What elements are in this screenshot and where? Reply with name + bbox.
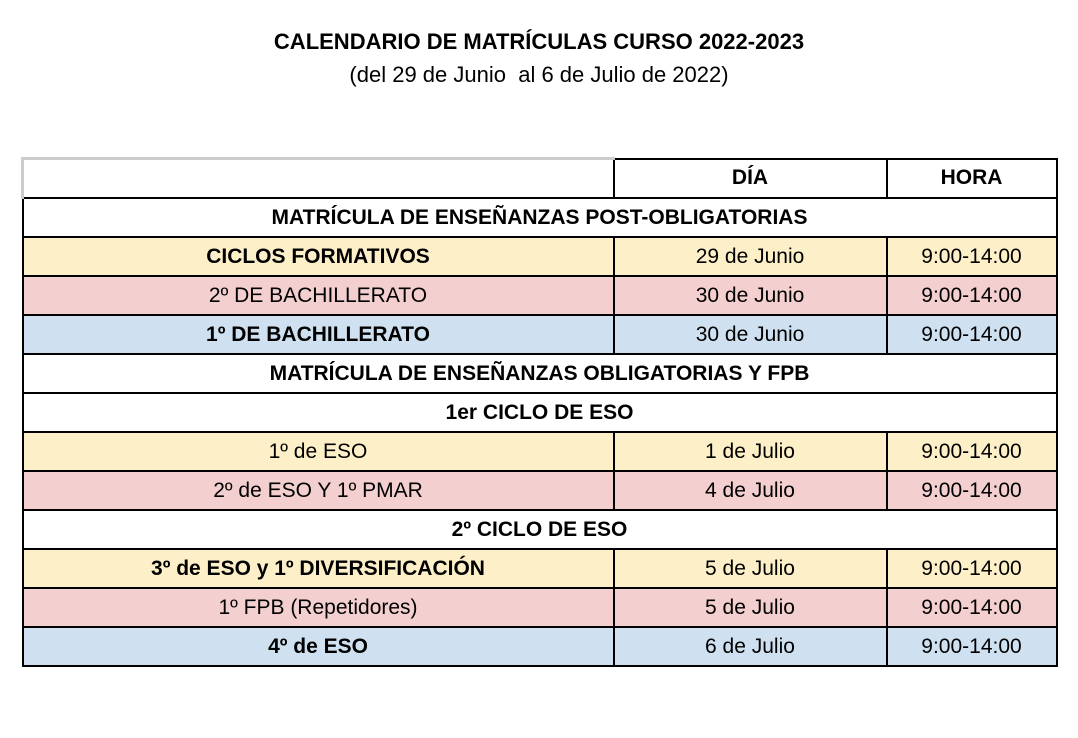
row-hora: 9:00-14:00 (887, 276, 1057, 315)
row-dia: 4 de Julio (614, 471, 887, 510)
header-hora: HORA (887, 159, 1057, 199)
header-dia: DÍA (614, 159, 887, 199)
table-row (23, 627, 1057, 666)
table-row (23, 588, 1057, 627)
section-segundo-ciclo: 2º CICLO DE ESO (23, 510, 1057, 549)
table-row (23, 432, 1057, 471)
row-dia: 30 de Junio (614, 276, 887, 315)
header-blank-cell (23, 159, 614, 199)
row-hora: 9:00-14:00 (887, 549, 1057, 588)
document-subtitle: (del 29 de Junio al 6 de Julio de 2022) (349, 62, 729, 87)
section-obligatorias: MATRÍCULA DE ENSEÑANZAS OBLIGATORIAS Y FPB (23, 354, 1057, 393)
row-curso: 1º DE BACHILLERATO (23, 315, 614, 354)
row-dia: 30 de Junio (614, 315, 887, 354)
section-row (23, 393, 1057, 432)
section-primer-ciclo: 1er CICLO DE ESO (23, 393, 1057, 432)
row-dia: 6 de Julio (614, 627, 887, 666)
table-row (23, 315, 1057, 354)
row-curso: 2º de ESO Y 1º PMAR (23, 471, 614, 510)
row-dia: 5 de Julio (614, 549, 887, 588)
section-row (23, 198, 1057, 237)
row-hora: 9:00-14:00 (887, 471, 1057, 510)
row-curso: 1º de ESO (23, 432, 614, 471)
row-curso: CICLOS FORMATIVOS (23, 237, 614, 276)
table-header-row (23, 159, 1057, 199)
row-curso: 3º de ESO y 1º DIVERSIFICACIÓN (23, 549, 614, 588)
row-hora: 9:00-14:00 (887, 315, 1057, 354)
row-dia: 1 de Julio (614, 432, 887, 471)
table-row (23, 549, 1057, 588)
section-row (23, 354, 1057, 393)
section-row (23, 510, 1057, 549)
row-dia: 5 de Julio (614, 588, 887, 627)
row-hora: 9:00-14:00 (887, 432, 1057, 471)
document-title: CALENDARIO DE MATRÍCULAS CURSO 2022-2023 (273, 29, 805, 54)
row-curso: 1º FPB (Repetidores) (23, 588, 614, 627)
row-dia: 29 de Junio (614, 237, 887, 276)
row-hora: 9:00-14:00 (887, 237, 1057, 276)
table-row (23, 237, 1057, 276)
row-hora: 9:00-14:00 (887, 588, 1057, 627)
row-curso: 4º de ESO (23, 627, 614, 666)
section-post-obligatorias: MATRÍCULA DE ENSEÑANZAS POST-OBLIGATORIAS (23, 198, 1057, 237)
table-row (23, 276, 1057, 315)
enrollment-calendar-table (21, 157, 1058, 667)
row-curso: 2º DE BACHILLERATO (23, 276, 614, 315)
table-row (23, 471, 1057, 510)
row-hora: 9:00-14:00 (887, 627, 1057, 666)
